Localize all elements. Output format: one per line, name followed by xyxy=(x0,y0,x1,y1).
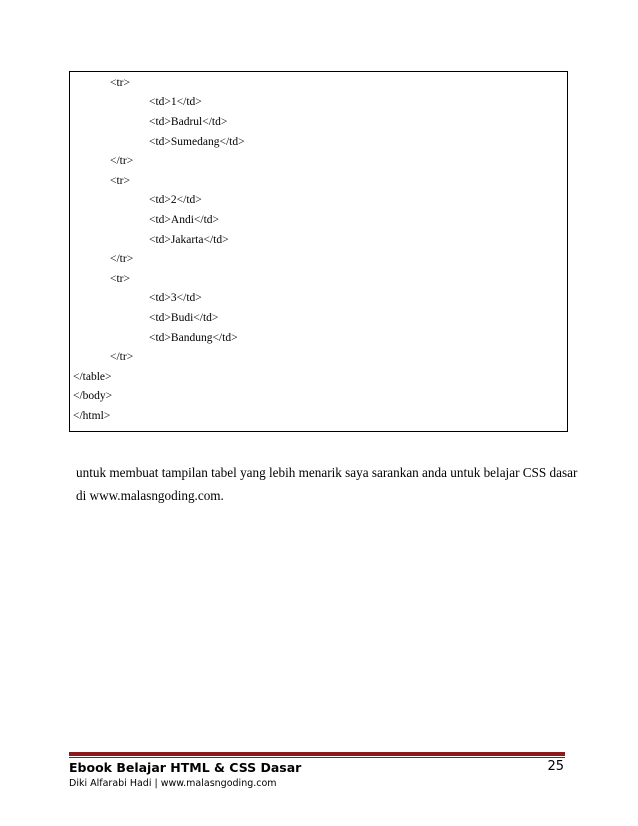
footer-rule xyxy=(69,752,565,756)
code-line: <td>Badrul</td> xyxy=(149,116,228,128)
footer-rule-thin xyxy=(69,757,565,758)
code-line: <td>Sumedang</td> xyxy=(149,136,245,148)
page-number: 25 xyxy=(547,759,564,774)
code-line: <td>1</td> xyxy=(149,96,202,108)
footer-author: Diki Alfarabi Hadi | www.malasngoding.com xyxy=(69,778,277,789)
footer-title: Ebook Belajar HTML & CSS Dasar xyxy=(69,760,302,775)
code-listing-box xyxy=(69,71,568,432)
body-paragraph-line-2: di www.malasngoding.com. xyxy=(76,488,224,503)
code-line: </body> xyxy=(73,390,113,402)
body-paragraph-line-1: untuk membuat tampilan tabel yang lebih menarik saya sarankan anda untuk belajar CSS dasar xyxy=(76,465,578,480)
code-line: <td>Andi</td> xyxy=(149,214,220,226)
code-line: <tr> xyxy=(110,175,130,187)
code-line: </html> xyxy=(73,410,111,422)
code-line: <td>3</td> xyxy=(149,292,202,304)
code-line: <td>Jakarta</td> xyxy=(149,234,229,246)
code-line: <td>2</td> xyxy=(149,194,202,206)
code-line: </table> xyxy=(73,371,112,383)
code-line: <tr> xyxy=(110,77,130,89)
code-line: </tr> xyxy=(110,351,134,363)
code-line: <td>Budi</td> xyxy=(149,312,219,324)
code-line: </tr> xyxy=(110,155,134,167)
code-line: <td>Bandung</td> xyxy=(149,332,238,344)
code-line: </tr> xyxy=(110,253,134,265)
code-line: <tr> xyxy=(110,273,130,285)
